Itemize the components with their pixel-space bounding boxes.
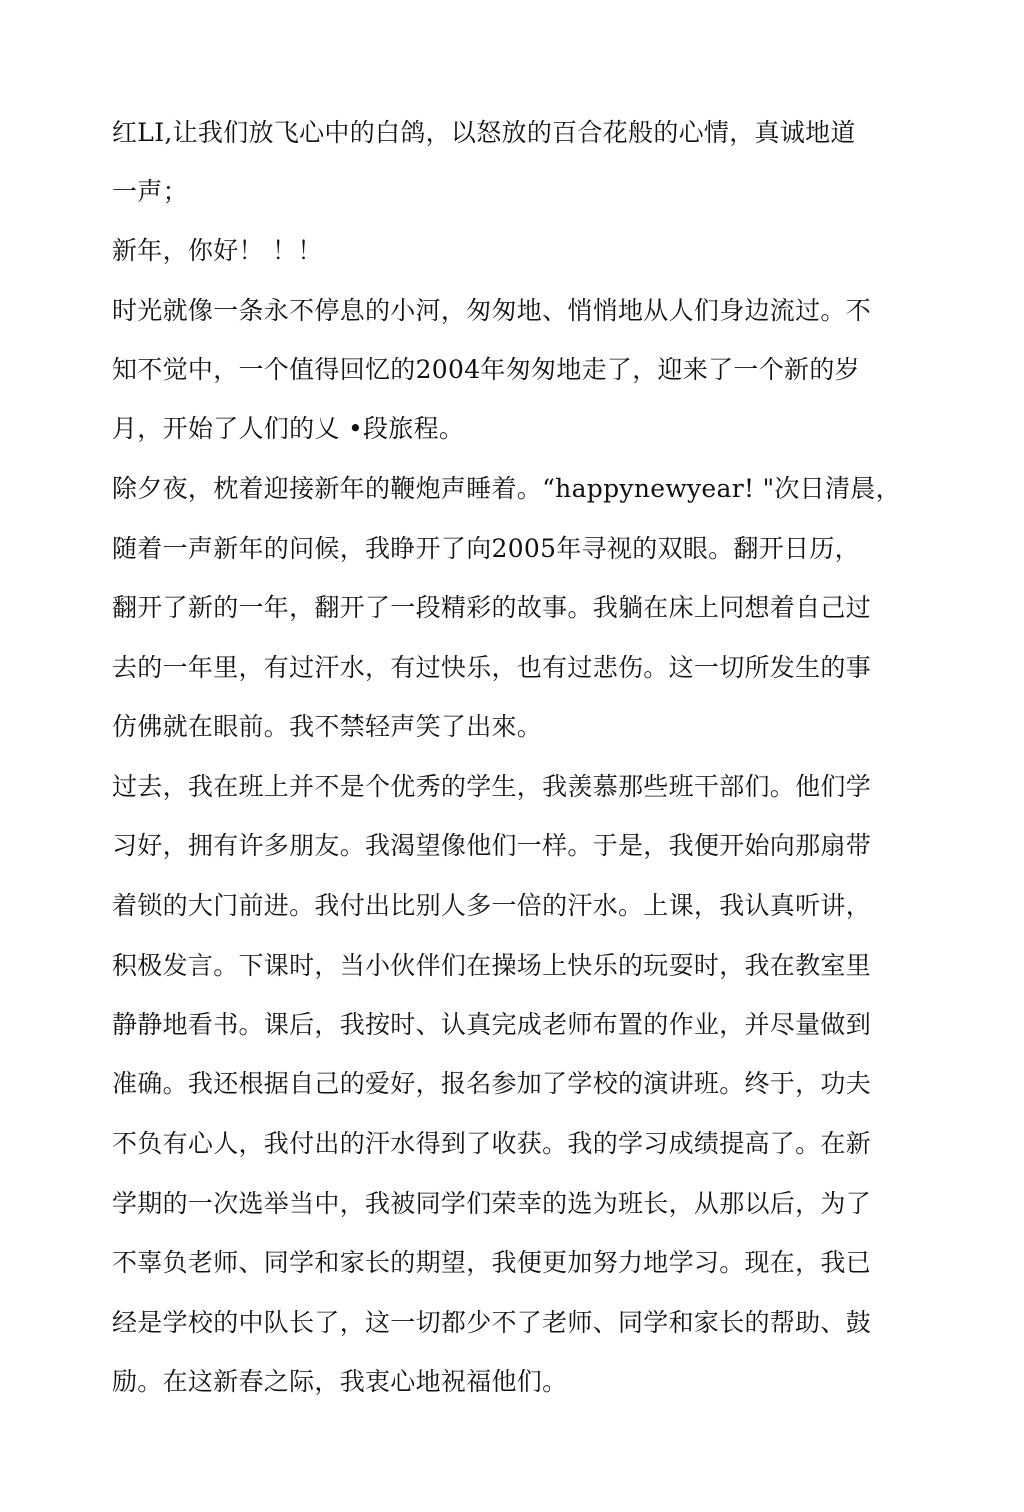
text-line: 仿佛就在眼前。我不禁轻声笑了出來。 xyxy=(112,712,543,741)
text-line: 经是学校的中队长了，这一切都少不了老师、同学和家长的帮助、鼓 xyxy=(112,1308,872,1337)
text-line: 随着一声新年的问候，我睁开了向2005年寻视的双眼。翻开日历， xyxy=(112,534,860,563)
text-line: 不辜负老师、同学和家长的期望，我便更加努力地学习。现在，我已 xyxy=(112,1248,872,1277)
text-line: 去的一年里，有过汗水，有过快乐，也有过悲伤。这一切所发生的事 xyxy=(112,653,872,682)
text-line: 除夕夜，枕着迎接新年的鞭炮声睡着。“happynewyear! "次日清晨， xyxy=(112,474,901,503)
text-line: 红LI,让我们放飞心中的白鸽，以怒放的百合花般的心情，真诚地道 xyxy=(112,118,856,147)
text-line: 积极发言。下课时，当小伙伴们在操场上快乐的玩耍时，我在教室里 xyxy=(112,951,872,980)
text-line: 着锁的大门前进。我付出比别人多一倍的汗水。上课，我认真听讲， xyxy=(112,891,872,920)
text-line: 准确。我还根据自己的爱好，报名参加了学校的演讲班。终于，功夫 xyxy=(112,1069,872,1098)
text-line: 知不觉中，一个值得回忆的2004年匆匆地走了，迎来了一个新的岁 xyxy=(112,355,860,384)
text-line: 翻开了新的一年，翻开了一段精彩的故事。我躺在床上冋想着自己过 xyxy=(112,593,872,622)
text-line: 励。在这新春之际，我衷心地祝福他们。 xyxy=(112,1367,568,1396)
text-line: 习好，拥有许多朋友。我渴望像他们一样。于是，我便开始向那扇带 xyxy=(112,831,872,860)
text-line: 过去，我在班上并不是个优秀的学生，我羡慕那些班干部们。他们学 xyxy=(112,772,872,801)
text-line: 新年，你好！ ！！ xyxy=(112,236,323,265)
text-line: 时光就像一条永不停息的小河，匆匆地、悄悄地从人们身边流过。不 xyxy=(112,296,872,325)
text-line: 不负有心人，我付出的汗水得到了收获。我的学习成绩提高了。在新 xyxy=(112,1129,872,1158)
text-line: 一声； xyxy=(112,177,188,206)
text-line: 静静地看书。课后，我按时、认真完成老师布置的作业，并尽量做到 xyxy=(112,1010,872,1039)
text-line: 学期的一次选举当中，我被同学们荣幸的选为班长，从那以后，为了 xyxy=(112,1189,872,1218)
text-line: 月，开始了人们的乂 •段旅程。 xyxy=(112,414,465,443)
